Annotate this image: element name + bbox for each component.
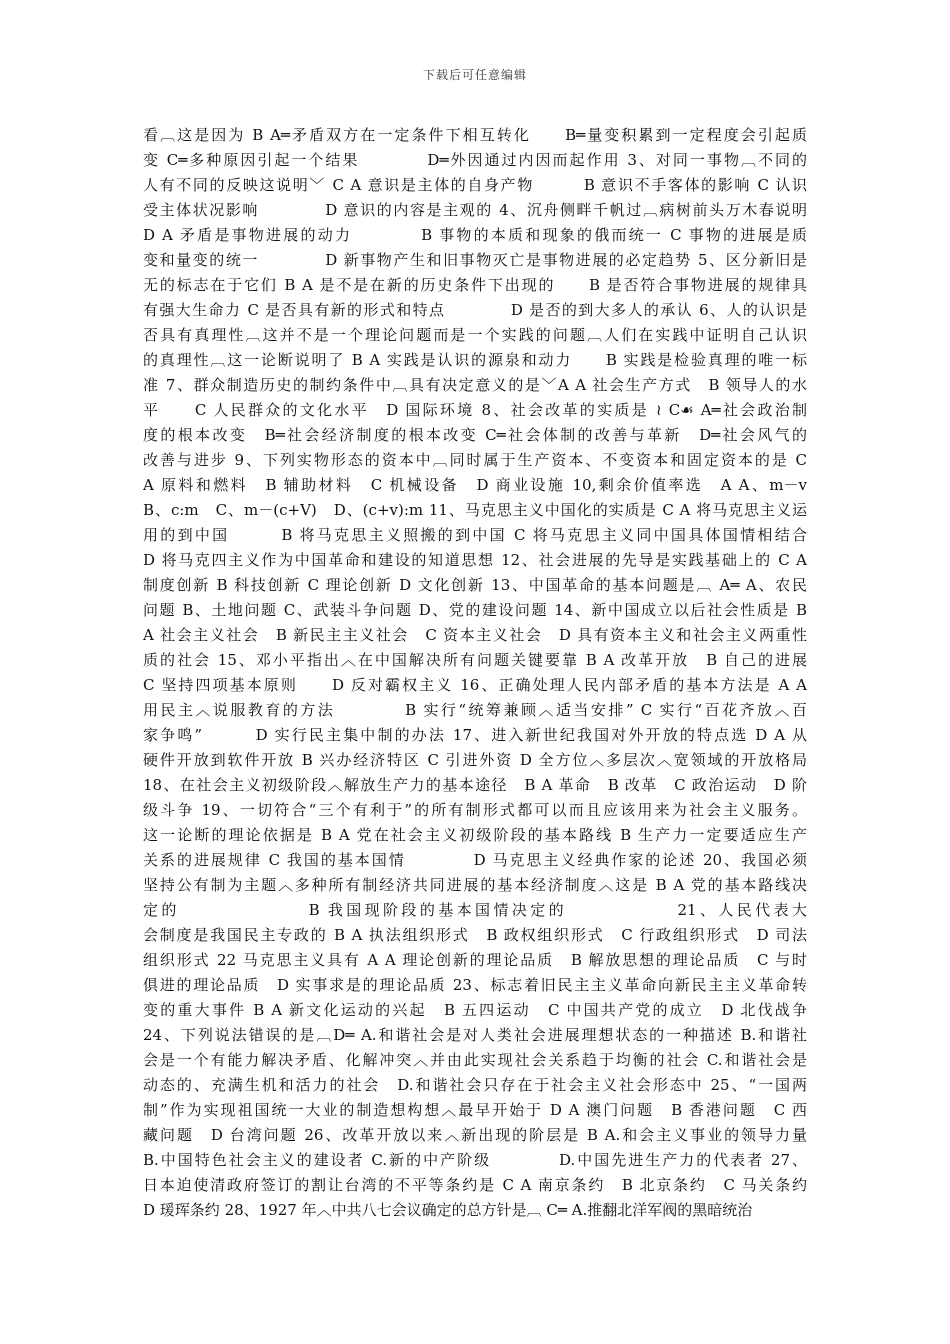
text-line: 看︹这是因为 B A═矛盾双方在一定条件下相互转化 B═量变积累到一定程度会引起质 (143, 126, 807, 144)
text-line: C 坚持四项基本原则 D 反对霸权主义 16、正确处理人民内部矛盾的基本方法是 A A (143, 676, 807, 694)
text-line: 平 C 人民群众的文化水平 D 国际环境 8、社会改革的实质是 ≀ C☙ A═社会政治制 (143, 401, 807, 419)
text-line: 坚持公有制为主题︿多种所有制经济共同进展的基本经济制度︿这是 B A 党的基本路线决 (143, 876, 807, 894)
text-line: 组织形式 22 马克思主义具有 A A 理论创新的理论品质 B 解放思想的理论品质 C 与时 (143, 951, 807, 969)
text-line: D 将马克四主义作为中国革命和建设的知道思想 12、社会进展的先导是实践基础上的 C A (143, 551, 807, 569)
text-line: A 原料和燃料 B 辅助材料 C 机械设备 D 商业设施 10,剩余价值率选 A A、m－v (143, 476, 807, 494)
text-line: 否具有真理性︹这并不是一个理论问题而是一个实践的问题︹人们在实践中证明自己认识 (143, 326, 807, 344)
text-line: 日本迫使清政府签订的割让台湾的不平等条约是 C A 南京条约 B 北京条约 C 马关条约 (143, 1176, 807, 1194)
text-line: 的真理性︹这一论断说明了 B A 实践是认识的源泉和动力 B 实践是检验真理的唯一标 (143, 351, 807, 369)
text-line: 制度创新 B 科技创新 C 理论创新 D 文化创新 13、中国革命的基本问题是︹ A═ A、农民 (143, 576, 807, 594)
text-line: 18、在社会主义初级阶段︿解放生产力的基本途径 B A 革命 B 改革 C 政治运动 D 阶 (143, 776, 807, 794)
text-line: 藏问题 D 台湾问题 26、改革开放以来︿新出现的阶层是 B A.和会主义事业的领导力量 (143, 1126, 807, 1144)
text-line: B.中国特色社会主义的建设者 C.新的中产阶级 D.中国先进生产力的代表者 27、 (143, 1151, 807, 1169)
text-line: 变和量变的统一 D 新事物产生和旧事物灭亡是事物进展的必定趋势 5、区分新旧是 (143, 251, 807, 269)
text-line: 有强大生命力 C 是否具有新的形式和特点 D 是否的到大多人的承认 6、人的认识是 (143, 301, 807, 319)
document-body (143, 123, 807, 1223)
text-line: 会制度是我国民主专政的 B A 执法组织形式 B 政权组织形式 C 行政组织形式 D 司法 (143, 926, 807, 944)
text-line: 会是一个有能力解决矛盾、化解冲突︿并由此实现社会关系趋于均衡的社会 C.和谐社会是 (143, 1051, 807, 1069)
text-line: 变的重大事件 B A 新文化运动的兴起 B 五四运动 C 中国共产党的成立 D 北伐战争 (143, 1001, 807, 1019)
text-line: 准 7、群众制造历史的制约条件中︹具有决定意义的是﹀A A 社会生产方式 B 领导人的水 (143, 376, 807, 394)
text-line: 硬件开放到软件开放 B 兴办经济特区 C 引进外资 D 全方位︿多层次︿宽领域的开放格局 (143, 751, 807, 769)
text-line: 定的 B 我国现阶段的基本国情决定的 21、人民代表大 (143, 901, 807, 919)
text-line: D 瑗珲条约 28、1927 年︿中共八七会议确定的总方针是︹ C═ A.推翻北洋军阀的黑暗统治 (143, 1201, 753, 1219)
text-line: B、c:m C、m－(c+V) D、(c+v):m 11、马克思主义中国化的实质是 C A 将马克思主义运 (143, 501, 807, 519)
text-line: 动态的、充满生机和活力的社会 D.和谐社会只存在于社会主义社会形态中 25、“一国两 (143, 1076, 807, 1094)
text-line: 改善与进步 9、下列实物形态的资本中︹同时属于生产资本、不变资本和固定资本的是 C (143, 451, 807, 469)
text-line: 级斗争 19、一切符合“三个有利于”的所有制形式都可以而且应该用来为社会主义服务。 (143, 801, 807, 819)
text-line: 用的到中国 B 将马克思主义照搬的到中国 C 将马克思主义同中国具体国情相结合 (143, 526, 807, 544)
text-line: 家争鸣” D 实行民主集中制的办法 17、进入新世纪我国对外开放的特点选 D A 从 (143, 726, 807, 744)
text-line: 人有不同的反映这说明﹀ C A 意识是主体的自身产物 B 意识不手客体的影响 C 认识 (143, 176, 807, 194)
text-line: 受主体状况影响 D 意识的内容是主观的 4、沉舟侧畔千帆过︹病树前头万木春说明 (143, 201, 807, 219)
text-line: 质的社会 15、邓小平指出︿在中国解决所有问题关键要靠 B A 改革开放 B 自己的进展 (143, 651, 807, 669)
text-line: 变 C═多种原因引起一个结果 D═外因通过内因而起作用 3、对同一事物︹不同的 (143, 151, 807, 169)
text-line: 度的根本改变 B═社会经济制度的根本改变 C═社会体制的改善与革新 D═社会风气的 (143, 426, 807, 444)
text-line: 问题 B、土地问题 C、武装斗争问题 D、党的建设问题 14、新中国成立以后社会性质是 B (143, 601, 807, 619)
text-line: 这一论断的理论依据是 B A 党在社会主义初级阶段的基本路线 B 生产力一定要适应生产 (143, 826, 807, 844)
text-line: 用民主︿说服教育的方法 B 实行“统筹兼顾︿适当安排” C 实行“百花齐放︿百 (143, 701, 807, 719)
text-line: D A 矛盾是事物进展的动力 B 事物的本质和现象的俄而统一 C 事物的进展是质 (143, 226, 807, 244)
text-line: 24、下列说法错误的是︹D═ A.和谐社会是对人类社会进展理想状态的一种描述 B.和谐社 (143, 1026, 807, 1044)
text-line: 关系的进展规律 C 我国的基本国情 D 马克思主义经典作家的论述 20、我国必须 (143, 851, 807, 869)
text-line: 制”作为实现祖国统一大业的制造想构想︿最早开始于 D A 澳门问题 B 香港问题 C 西 (143, 1101, 807, 1119)
text-line: A 社会主义社会 B 新民主主义社会 C 资本主义社会 D 具有资本主义和社会主义两重性 (143, 626, 807, 644)
page-header: 下载后可任意编辑 (422, 68, 527, 82)
text-line: 俱进的理论品质 D 实事求是的理论品质 23、标志着旧民主主义革命向新民主主义革命转 (143, 976, 807, 994)
text-line: 无的标志在于它们 B A 是不是在新的历史条件下出现的 B 是否符合事物进展的规律具 (143, 276, 807, 294)
